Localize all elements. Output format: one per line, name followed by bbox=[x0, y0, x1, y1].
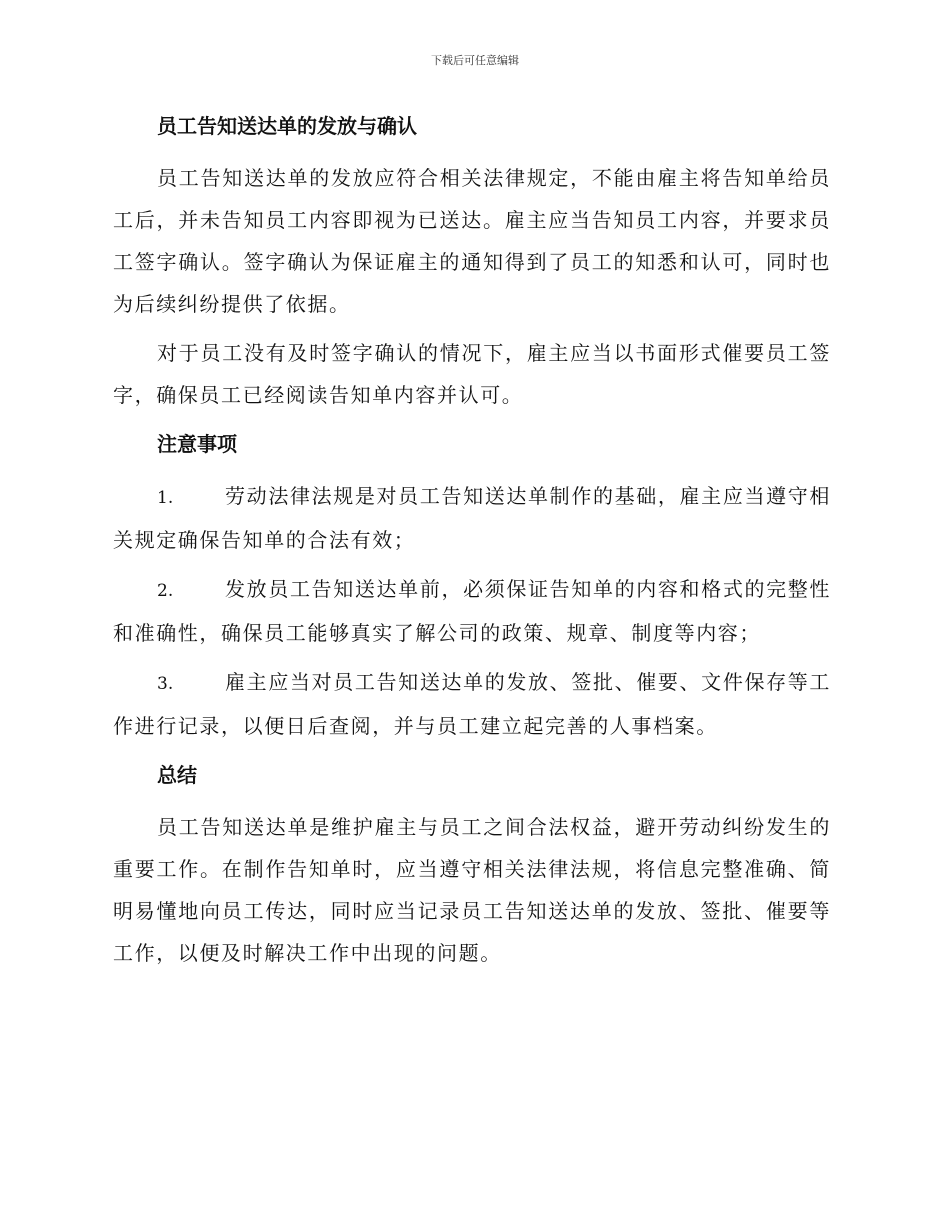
paragraph: 员工告知送达单是维护雇主与员工之间合法权益，避开劳动纠纷发生的重要工作。在制作告知单时，应当遵守相关法律法规，将信息完整准确、简明易懂地向员工传达，同时应当记录员工告知送达单的发放、签批、催要等工作，以便及时解决工作中出现的问题。 bbox=[113, 815, 831, 965]
list-item bbox=[113, 475, 831, 561]
list-item-text: 雇主应当对员工告知送达单的发放、签批、催要、文件保存等工作进行记录，以便日后查阅，并与员工建立起完善的人事档案。 bbox=[113, 670, 831, 738]
list-item-number: 1. bbox=[157, 488, 174, 508]
list-item-text: 劳动法律法规是对员工告知送达单制作的基础，雇主应当遵守相关规定确保告知单的合法有效； bbox=[113, 484, 831, 552]
list-item-number: 2. bbox=[157, 581, 174, 601]
list-item bbox=[113, 661, 831, 747]
section-heading-distribution: 员工告知送达单的发放与确认 bbox=[157, 114, 417, 138]
list-item bbox=[113, 568, 831, 654]
list-item-number: 3. bbox=[157, 674, 174, 694]
document-body bbox=[113, 105, 831, 981]
list-item-text: 发放员工告知送达单前，必须保证告知单的内容和格式的完整性和准确性，确保员工能够真实了解公司的政策、规章、制度等内容； bbox=[113, 577, 831, 645]
paragraph: 员工告知送达单的发放应符合相关法律规定，不能由雇主将告知单给员工后，并未告知员工内容即视为已送达。雇主应当告知员工内容，并要求员工签字确认。签字确认为保证雇主的通知得到了员工的知悉和认可，同时也为后续纠纷提供了依据。 bbox=[113, 166, 831, 316]
section-heading-notes: 注意事项 bbox=[157, 432, 237, 456]
page-header: 下载后可任意编辑 bbox=[431, 54, 519, 67]
paragraph: 对于员工没有及时签字确认的情况下，雇主应当以书面形式催要员工签字，确保员工已经阅读告知单内容并认可。 bbox=[113, 341, 831, 407]
section-heading-summary: 总结 bbox=[157, 763, 197, 787]
